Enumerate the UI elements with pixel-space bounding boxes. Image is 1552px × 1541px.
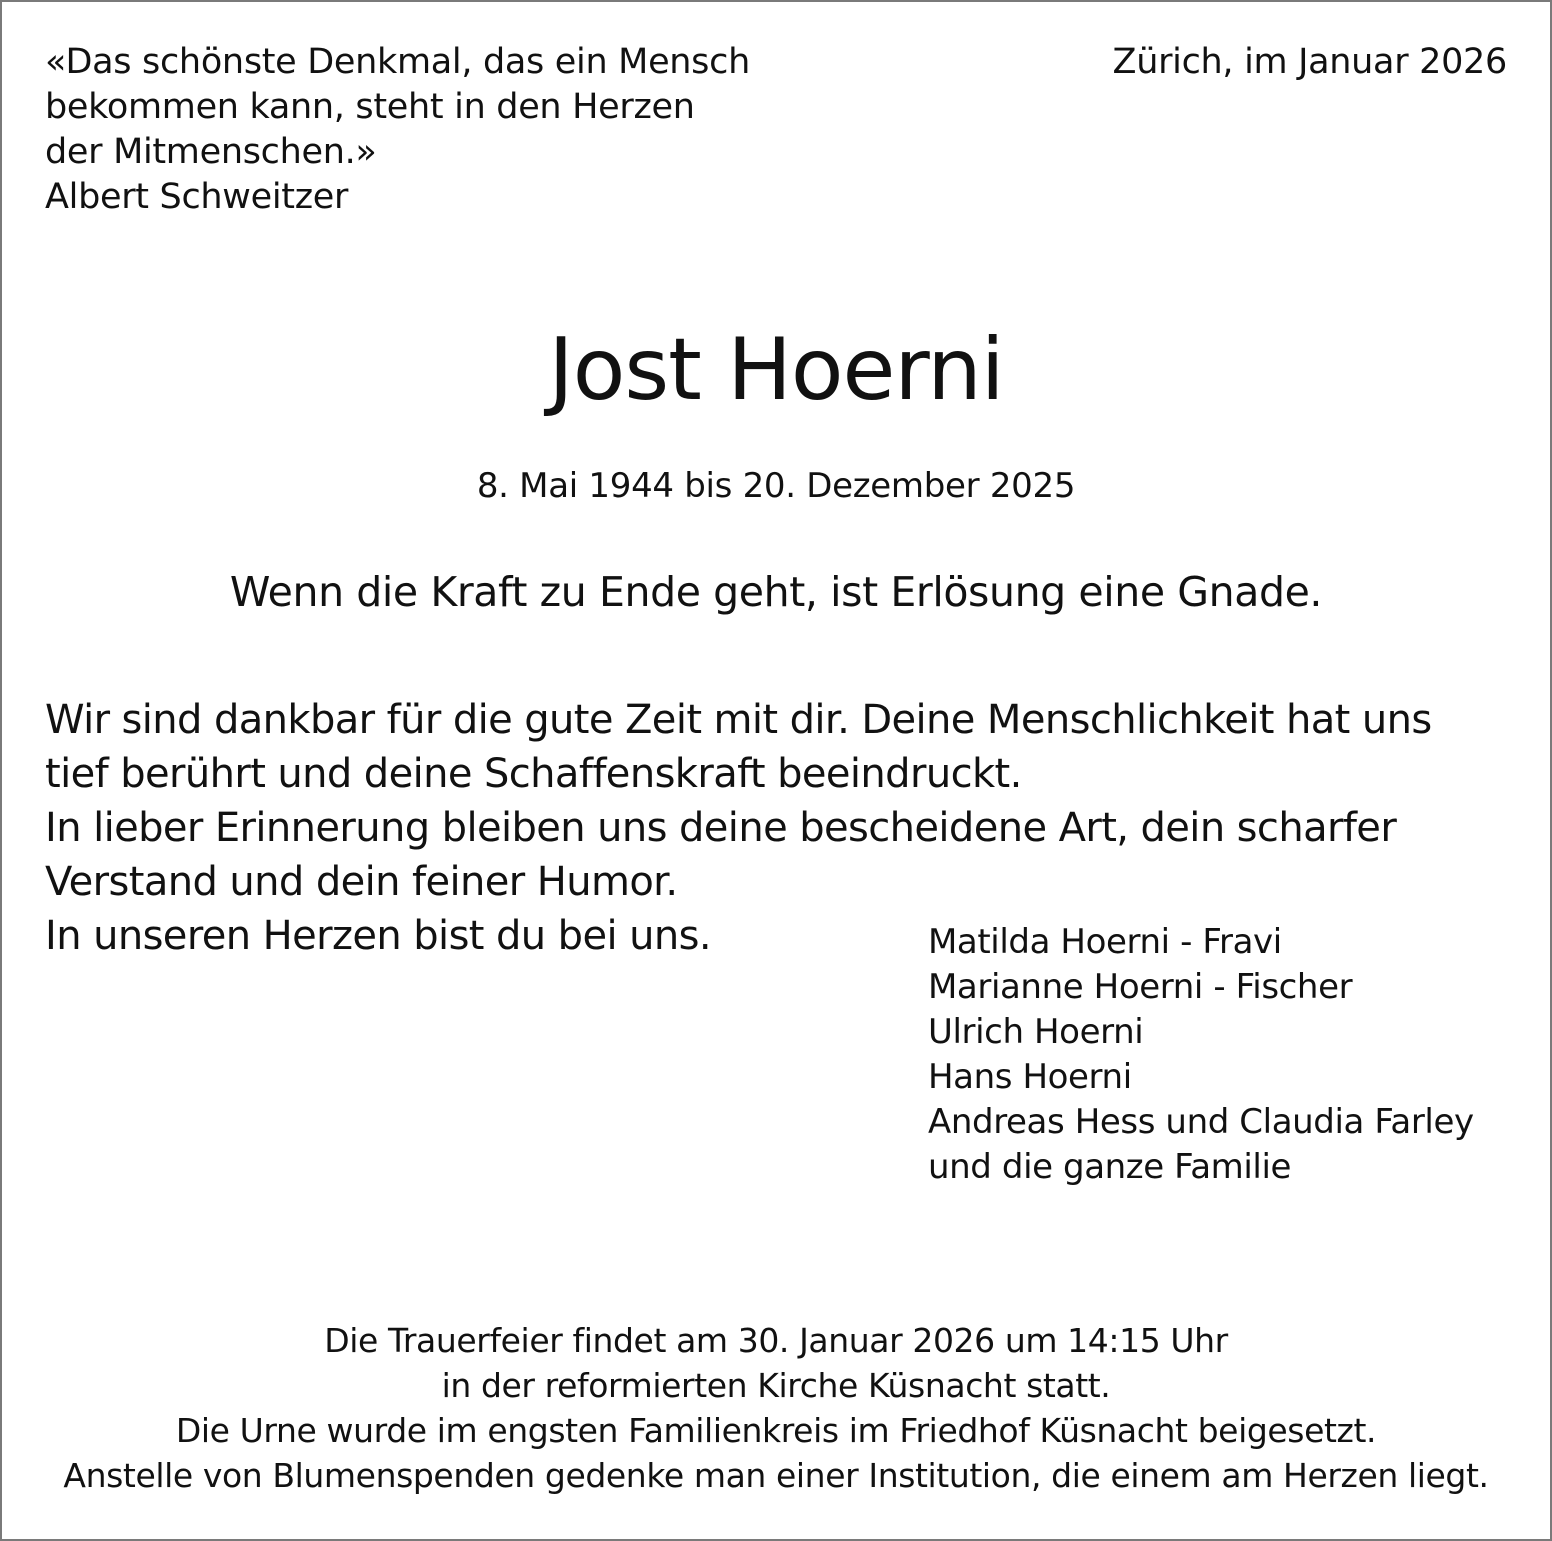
mourner-name: Andreas Hess und Claudia Farley	[928, 1102, 1474, 1142]
service-notice	[2, 1318, 1550, 1498]
tribute-line: In unseren Herzen bist du bei uns.	[45, 913, 711, 959]
tribute-line: In lieber Erinnerung bleiben uns deine bescheidene Art, dein scharfer	[45, 805, 1397, 851]
quote-line: der Mitmenschen.»	[45, 132, 377, 172]
quote-line: bekommen kann, steht in den Herzen	[45, 87, 695, 127]
mourners-list	[928, 920, 1474, 1190]
place-and-date: Zürich, im Januar 2026	[1112, 42, 1507, 82]
quote-line: «Das schönste Denkmal, das ein Mensch	[45, 42, 750, 82]
notice-line: in der reformierten Kirche Küsnacht statt.	[441, 1366, 1111, 1405]
notice-line: Anstelle von Blumenspenden gedenke man einer Institution, die einem am Herzen liegt.	[63, 1456, 1489, 1495]
mourner-name: Marianne Hoerni - Fischer	[928, 967, 1353, 1007]
mourner-name: Ulrich Hoerni	[928, 1012, 1144, 1052]
motto: Wenn die Kraft zu Ende geht, ist Erlösung eine Gnade.	[229, 568, 1323, 616]
mourner-name: Matilda Hoerni - Fravi	[928, 922, 1282, 962]
notice-line: Die Urne wurde im engsten Familienkreis im Friedhof Küsnacht beigesetzt.	[175, 1411, 1377, 1450]
tribute-line: tief berührt und deine Schaffenskraft beeindruckt.	[45, 751, 1022, 797]
life-dates: 8. Mai 1944 bis 20. Dezember 2025	[476, 466, 1076, 506]
epigraph-quote	[45, 40, 750, 220]
quote-author: Albert Schweitzer	[45, 177, 349, 217]
deceased-name: Jost Hoerni	[548, 320, 1004, 420]
mourner-name: Hans Hoerni	[928, 1057, 1132, 1097]
tribute-line: Verstand und dein feiner Humor.	[45, 859, 678, 905]
mourner-name: und die ganze Familie	[928, 1147, 1292, 1187]
notice-line: Die Trauerfeier findet am 30. Januar 2026 um 14:15 Uhr	[324, 1321, 1228, 1360]
tribute-line: Wir sind dankbar für die gute Zeit mit dir. Deine Menschlichkeit hat uns	[45, 697, 1432, 743]
